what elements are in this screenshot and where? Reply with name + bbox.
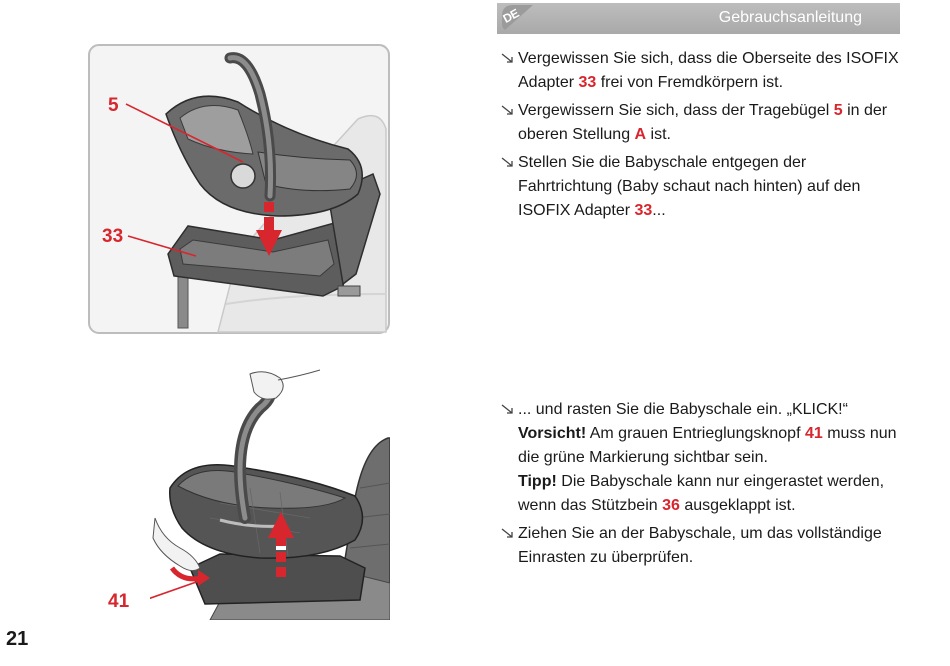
bullet-arrow-icon — [500, 155, 515, 170]
illustration-carrier-on-adapter — [88, 44, 390, 334]
callout-handle: 5 — [108, 95, 119, 116]
caution-label: Vorsicht! — [518, 425, 587, 442]
list-item: Ziehen Sie an der Babyschale, um das vollständige Einrasten zu überprüfen. — [500, 522, 900, 570]
carrier-adapter-drawing — [88, 44, 390, 334]
instructions-bottom — [500, 398, 900, 574]
bullet-arrow-icon — [500, 402, 515, 417]
page-number: 21 — [6, 628, 29, 650]
callout-release-button: 41 — [108, 591, 130, 612]
header-title: Gebrauchsanleitung — [718, 9, 862, 26]
ref-number: 41 — [804, 425, 823, 442]
bullet-arrow-icon — [500, 51, 515, 66]
list-item: ... und rasten Sie die Babyschale ein. „KLICK!“ Vorsicht! Am grauen Entrieglungsknopf 41 muss nun die grüne Markierung sichtbar sein. Tipp! Die Babyschale kann nur eingerastet werden, wenn das Stützbein 36 ausgeklappt ist. — [500, 398, 900, 518]
ref-number: 33 — [634, 202, 653, 219]
list-item: Vergewissen Sie sich, dass die Oberseite des ISOFIX Adapter 33 frei von Fremdkörpern ist. — [500, 47, 900, 95]
carrier-click-drawing — [150, 368, 390, 620]
section-header — [497, 0, 900, 36]
ref-number: 36 — [662, 497, 680, 514]
ref-number: 33 — [578, 74, 597, 91]
language-code: DE — [500, 6, 522, 26]
list-item: Vergewissern Sie sich, dass der Tragebügel 5 in der oberen Stellung A ist. — [500, 99, 900, 147]
illustration-carrier-clicking-in — [150, 368, 390, 620]
ref-letter: A — [634, 126, 647, 143]
instructions-top — [500, 47, 900, 227]
bullet-arrow-icon — [500, 103, 515, 118]
tip-label: Tipp! — [518, 473, 557, 490]
ref-number: 5 — [833, 102, 843, 119]
callout-adapter: 33 — [102, 226, 124, 247]
list-item: Stellen Sie die Babyschale entgegen der Fahrtrichtung (Baby schaut nach hinten) auf den ISOFIX Adapter 33... — [500, 151, 900, 223]
bullet-arrow-icon — [500, 526, 515, 541]
